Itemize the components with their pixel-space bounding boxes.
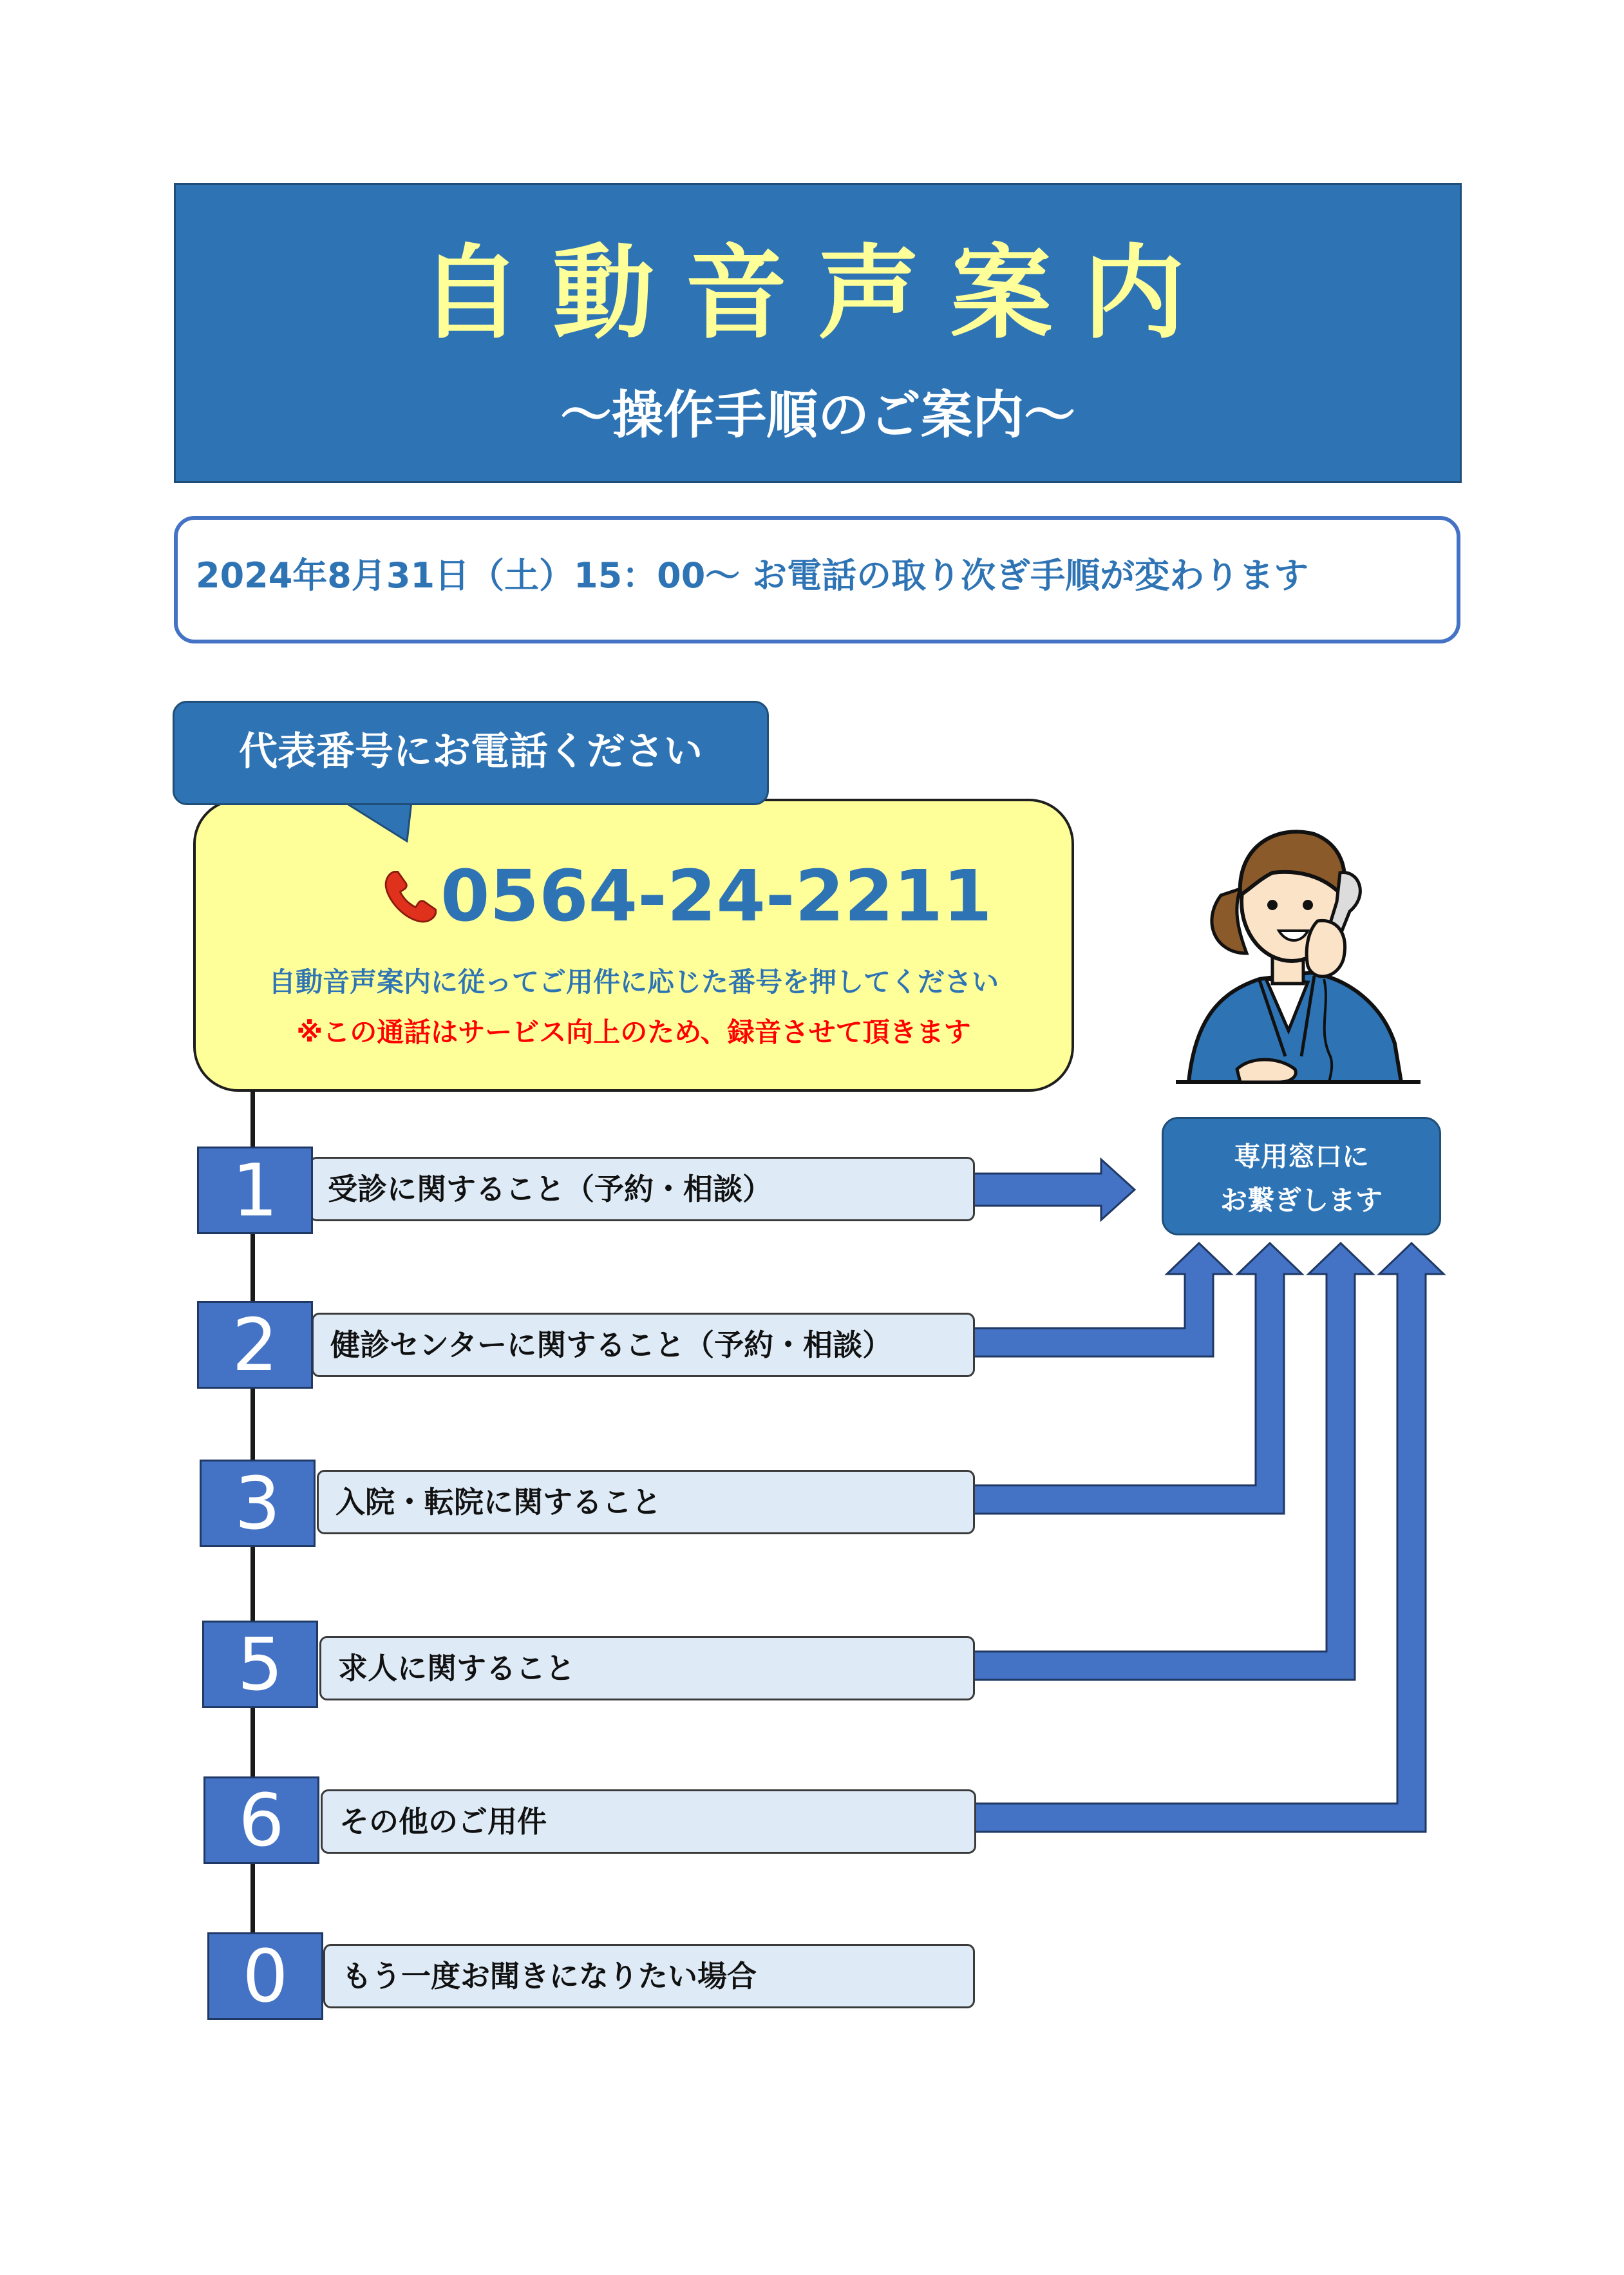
phone-number[interactable]: 0564-24-2211 xyxy=(440,855,992,937)
option-label-2: 健診センターに関すること（予約・相談） xyxy=(330,1328,892,1362)
option-bar-1[interactable] xyxy=(309,1157,975,1221)
option-bar-5[interactable] xyxy=(319,1636,975,1700)
page-subtitle: ～操作手順のご案内～ xyxy=(560,385,1075,445)
option-label-1: 受診に関すること（予約・相談） xyxy=(328,1172,772,1206)
arrow-option-1 xyxy=(974,1159,1135,1220)
option-number-5[interactable]: 5 xyxy=(202,1621,318,1708)
option-number-3[interactable]: 3 xyxy=(200,1460,316,1547)
destination-line-1: 専用窓口に xyxy=(1233,1141,1369,1172)
page-title: 自動音声案内 xyxy=(420,234,1216,353)
instruction-text: 自動音声案内に従ってご用件に応じた番号を押してください xyxy=(268,966,999,998)
arrow-option-2 xyxy=(974,1243,1231,1356)
option-label-0: もう一度お聞きになりたい場合 xyxy=(342,1959,757,1994)
notice-text: 2024年8月31日（土）15：00～ お電話の取り次ぎ手順が変わります xyxy=(196,555,1309,596)
option-number-0[interactable]: 0 xyxy=(207,1932,323,2020)
option-bar-2[interactable] xyxy=(312,1313,975,1377)
option-number-1[interactable]: 1 xyxy=(197,1147,313,1234)
option-number-6[interactable]: 6 xyxy=(203,1776,319,1864)
option-bar-6[interactable] xyxy=(321,1789,976,1854)
option-label-5: 求人に関すること xyxy=(338,1651,575,1686)
recording-notice: ※この通話はサービス向上のため、録音させて頂きます xyxy=(296,1016,971,1048)
option-label-3: 入院・転院に関すること xyxy=(335,1485,661,1519)
arrow-option-5 xyxy=(974,1243,1373,1680)
option-bar-0[interactable] xyxy=(323,1944,975,2008)
option-number-2[interactable]: 2 xyxy=(197,1301,313,1389)
call-tab-label: 代表番号にお電話ください xyxy=(239,729,703,774)
arrow-option-3 xyxy=(974,1243,1302,1514)
destination-line-2: お繋ぎします xyxy=(1220,1185,1383,1216)
option-label-6: その他のご用件 xyxy=(339,1804,547,1839)
option-bar-3[interactable] xyxy=(317,1470,975,1534)
